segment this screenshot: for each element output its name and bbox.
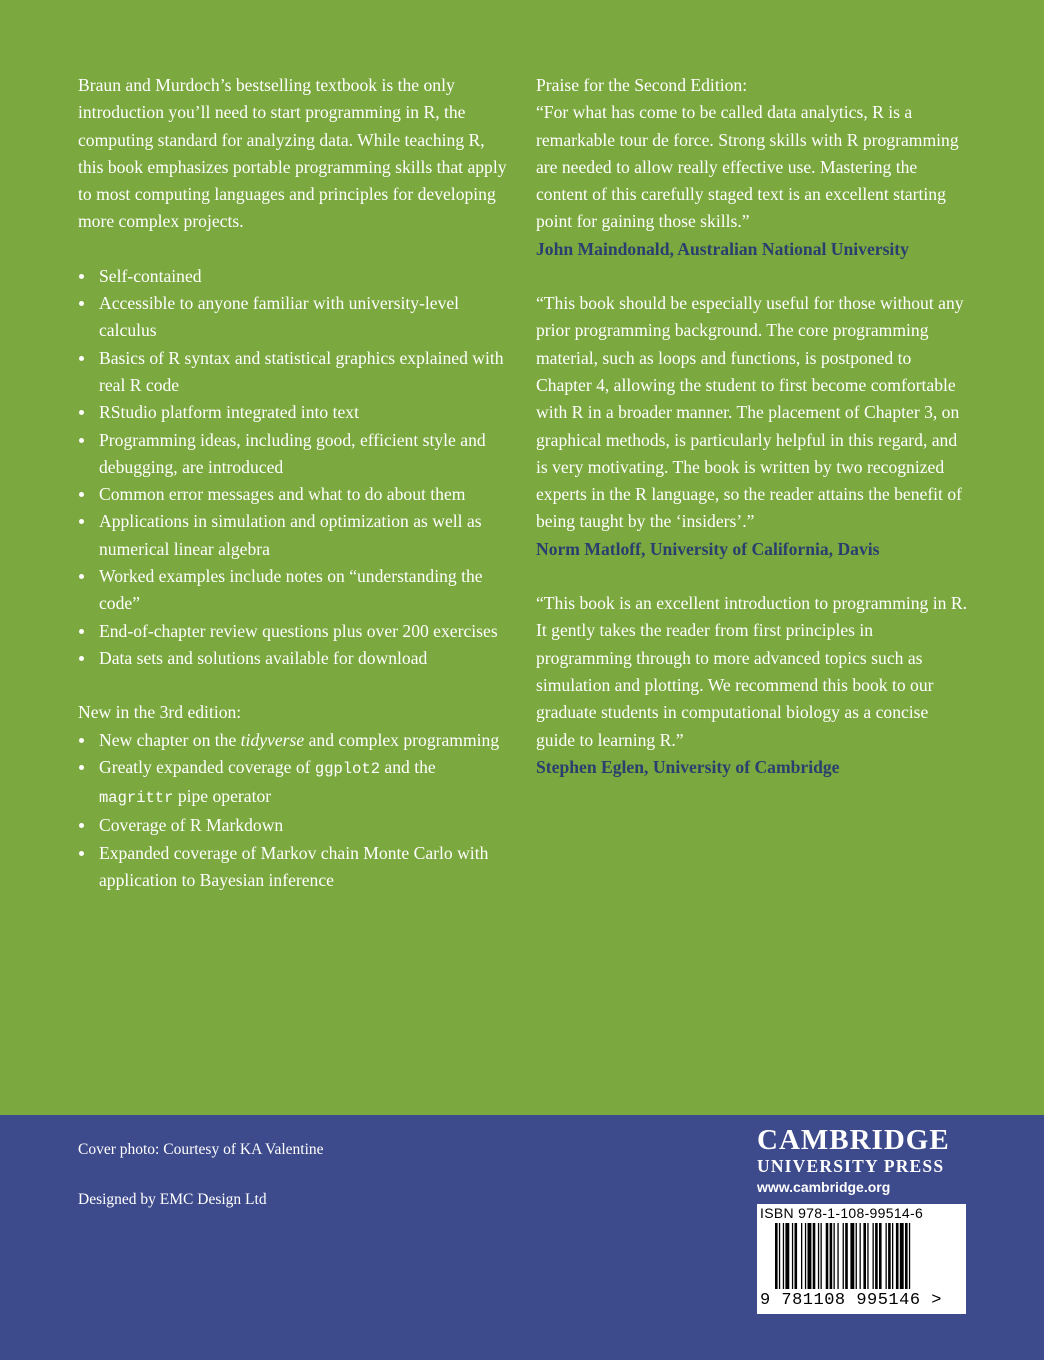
publisher-url: www.cambridge.org — [757, 1179, 891, 1195]
quote-text: “For what has come to be called data analytics, R is a remarkable tour de force. Strong skills with R programming are needed to allow really effective use. Mastering the content of this carefully staged text is an excellent starting point for gaining those skills.” — [536, 102, 959, 232]
footer-band — [0, 1115, 1044, 1360]
quote-block — [536, 99, 968, 263]
barcode-bar — [886, 1223, 887, 1289]
barcode-bar — [892, 1223, 893, 1289]
intro-paragraph: Braun and Murdoch’s bestselling textbook is the only introduction you’ll need to start programming in R, the computing standard for analyzing data. While teaching R, this book emphasizes portable programming skills that apply to most computing languages and principles for developing more complex projects. — [78, 75, 507, 232]
barcode-bar — [834, 1223, 835, 1289]
feature-item: RStudio platform integrated into text — [78, 399, 510, 426]
barcode-bar — [845, 1223, 848, 1289]
barcode-bar — [900, 1223, 904, 1289]
left-column — [78, 72, 510, 894]
barcode-bar — [821, 1223, 822, 1289]
barcode-bar — [805, 1223, 806, 1289]
ggplot2-code: ggplot2 — [314, 759, 381, 778]
feature-item: Accessible to anyone familiar with university-level calculus — [78, 290, 510, 345]
barcode-bar — [826, 1223, 829, 1289]
quote-text: “This book should be especially useful for those without any prior programming background. The core programming material, such as loops and functions, is postponed to Chapter 4, allowing the student to first become comfortable with R in a broader manner. The placement of Chapter 3, on graphical methods, is particularly helpful in this regard, and is very motivating. The book is written by two recognized experts in the R language, so the reader attains the benefit of being taught by the ‘insiders’.” — [536, 293, 964, 532]
praise-heading: Praise for the Second Edition: — [536, 75, 748, 95]
quote-text: “This book is an excellent introduction to programming in R. It gently takes the reader from first principles in programming through to more advanced topics such as simulation and plotting. We recommend this book to our graduate students in computational biology as a concise guide to learning R.” — [536, 593, 967, 750]
barcode-bar — [792, 1223, 793, 1289]
new-item-ggplot — [78, 754, 510, 813]
magrittr-code: magrittr — [99, 789, 174, 808]
barcode-bar — [888, 1223, 891, 1289]
barcode-bar — [909, 1223, 910, 1289]
barcode-bar — [879, 1223, 882, 1289]
barcode-bars-icon — [775, 1223, 955, 1289]
feature-item: End-of-chapter review questions plus over 200 exercises — [78, 618, 510, 645]
cover-photo-credit: Cover photo: Courtesy of KA Valentine — [78, 1141, 324, 1158]
publisher-name: CAMBRIDGE — [757, 1124, 950, 1156]
barcode-bar — [813, 1223, 816, 1289]
text-fragment: and the — [380, 756, 436, 777]
barcode-bar — [896, 1223, 899, 1289]
feature-item: Data sets and solutions available for download — [78, 645, 510, 672]
barcode-bar — [775, 1223, 778, 1289]
text-fragment: and complex programming — [304, 729, 500, 750]
barcode-bar — [905, 1223, 908, 1289]
barcode-bar — [850, 1223, 854, 1289]
barcode-bar — [837, 1223, 838, 1289]
barcode-bar — [779, 1223, 780, 1289]
barcode-bar — [785, 1223, 789, 1289]
feature-item: Worked examples include notes on “understanding the code” — [78, 563, 510, 618]
barcode-bar — [795, 1223, 798, 1289]
barcode-bar — [808, 1223, 812, 1289]
tidyverse-term: tidyverse — [240, 729, 305, 750]
new-item-rmarkdown: Coverage of R Markdown — [78, 812, 510, 839]
feature-item: Applications in simulation and optimization as well as numerical linear algebra — [78, 508, 510, 563]
feature-item: Common error messages and what to do about them — [78, 481, 510, 508]
barcode-bar — [783, 1223, 784, 1289]
text-fragment: pipe operator — [173, 786, 272, 807]
barcode-bar — [860, 1223, 861, 1289]
barcode-bar — [843, 1223, 844, 1289]
feature-item: Programming ideas, including good, efficient style and debugging, are introduced — [78, 427, 510, 482]
publisher-logo — [757, 1125, 967, 1198]
feature-list — [78, 263, 510, 672]
new-edition-heading: New in the 3rd edition: — [78, 702, 242, 723]
quote-block — [536, 290, 968, 563]
barcode-bar — [801, 1223, 802, 1289]
quote-author: Norm Matloff, University of California, Davis — [536, 538, 880, 559]
barcode-bar — [873, 1223, 874, 1289]
barcode-bar — [818, 1223, 819, 1289]
quote-block — [536, 590, 968, 781]
barcode-bar — [867, 1223, 868, 1289]
barcode-bar — [856, 1223, 857, 1289]
barcode-bar — [830, 1223, 833, 1289]
barcode-bar — [875, 1223, 878, 1289]
feature-item: Self-contained — [78, 263, 510, 290]
right-column — [536, 72, 968, 808]
barcode-bar — [863, 1223, 866, 1289]
new-edition-list — [78, 727, 510, 895]
quote-author: Stephen Eglen, University of Cambridge — [536, 756, 840, 777]
text-fragment: Greatly expanded coverage of — [99, 756, 315, 777]
quote-author: John Maindonald, Australian National University — [536, 238, 909, 259]
text-fragment: New chapter on the — [99, 729, 241, 750]
new-item-tidyverse — [78, 727, 510, 754]
barcode-digits: 9 781108 995146 > — [760, 1291, 942, 1310]
publisher-subtitle: UNIVERSITY PRESS — [757, 1156, 945, 1176]
feature-item: Basics of R syntax and statistical graphics explained with real R code — [78, 345, 510, 400]
designer-credit: Designed by EMC Design Ltd — [78, 1191, 267, 1208]
new-item-mcmc: Expanded coverage of Markov chain Monte Carlo with application to Bayesian inference — [78, 840, 510, 895]
isbn-barcode — [757, 1204, 966, 1314]
isbn-label: ISBN 978-1-108-99514-6 — [760, 1205, 924, 1221]
